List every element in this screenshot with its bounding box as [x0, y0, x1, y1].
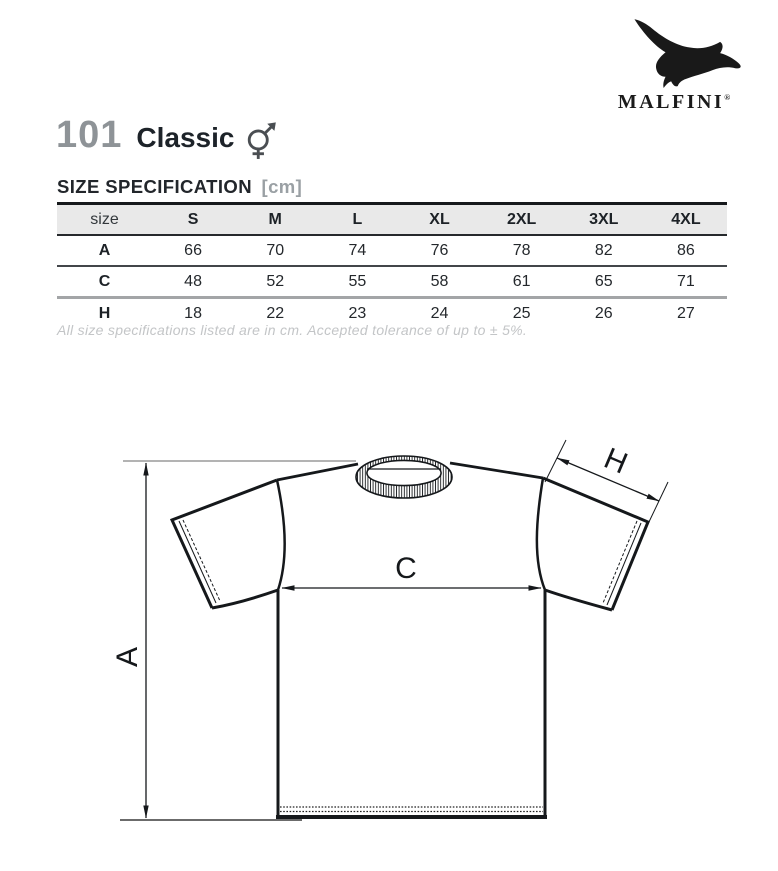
section-title: SIZE SPECIFICATION: [57, 176, 252, 197]
table-cell: 61: [512, 272, 531, 290]
row-label: H: [98, 304, 111, 322]
column-header: XL: [429, 210, 450, 228]
table-cell: 86: [677, 241, 695, 259]
product-name: Classic: [136, 122, 235, 153]
table-cell: 27: [677, 304, 695, 322]
table-row: [57, 267, 727, 299]
size-table: [57, 202, 727, 328]
dimension-a-label: A: [111, 646, 144, 668]
column-header: 4XL: [671, 210, 701, 228]
product-title: [56, 114, 282, 167]
dimension-a: [111, 463, 146, 818]
table-cell: 71: [677, 272, 695, 290]
product-code: 101: [56, 114, 123, 156]
tshirt-drawing: [172, 456, 648, 817]
row-label: C: [98, 272, 111, 290]
size-diagram: [0, 420, 778, 871]
column-header: S: [187, 210, 199, 228]
table-cell: 66: [184, 241, 202, 259]
section-heading: [57, 176, 302, 198]
table-cell: 26: [594, 304, 613, 322]
brand-name: MALFINI®: [617, 91, 731, 113]
column-header-size: size: [90, 210, 119, 228]
table-cell: 74: [348, 241, 367, 259]
table-cell: 23: [348, 304, 367, 322]
table-cell: 70: [266, 241, 285, 259]
table-cell: 65: [594, 272, 613, 290]
table-row: [57, 236, 727, 267]
column-header: L: [352, 210, 363, 228]
column-header: 2XL: [506, 210, 537, 228]
table-cell: 76: [430, 241, 449, 259]
dimension-h-label: H: [599, 441, 633, 481]
brand-logo: [598, 8, 750, 114]
dimension-c-label: C: [395, 552, 417, 585]
tolerance-note: All size specifications listed are in cm. Accepted tolerance of up to ± 5%.: [57, 322, 528, 338]
column-header: 3XL: [589, 210, 619, 228]
table-cell: 78: [512, 241, 531, 259]
table-cell: 18: [184, 304, 202, 322]
registered-mark: ®: [724, 93, 731, 102]
row-label: A: [98, 241, 111, 259]
unisex-icon: [244, 116, 282, 167]
collar: [356, 456, 452, 498]
table-header-row: [57, 205, 727, 236]
table-cell: 82: [594, 241, 613, 259]
table-cell: 55: [348, 272, 367, 290]
column-header: M: [268, 210, 282, 228]
table-cell: 52: [266, 272, 285, 290]
malfini-eagle-icon: [599, 8, 749, 88]
table-cell: 48: [184, 272, 202, 290]
table-cell: 25: [512, 304, 531, 322]
unit-label: [cm]: [261, 176, 303, 197]
table-cell: 24: [430, 304, 449, 322]
table-cell: 22: [266, 304, 285, 322]
table-cell: 58: [430, 272, 449, 290]
